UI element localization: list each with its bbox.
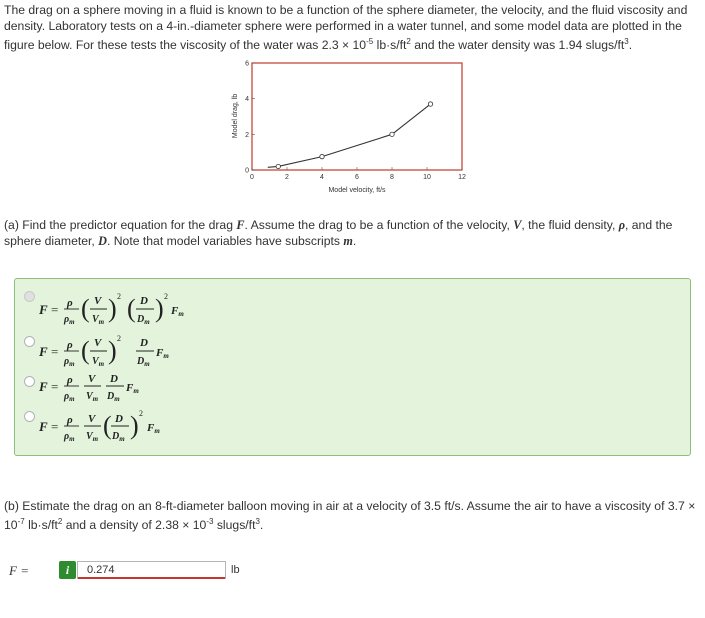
answer-label: F = <box>9 563 29 578</box>
svg-text:Dm: $D_m$ <box>137 314 150 326</box>
svg-text:F: F <box>39 302 48 317</box>
svg-text:ρ: ρ <box>67 339 73 351</box>
intro-exponent: -5 <box>366 37 374 46</box>
part-a-text-5: . Note that model variables have subscripts <box>106 234 344 248</box>
choice-4-radio[interactable] <box>24 411 35 422</box>
choice-1-radio[interactable] <box>24 291 35 302</box>
choice-3-radio[interactable] <box>24 376 35 387</box>
svg-text:ρ: ρ <box>67 297 73 309</box>
svg-text:(: ( <box>103 411 112 440</box>
svg-text:=: = <box>51 419 59 434</box>
answer-unit: lb <box>231 564 240 576</box>
svg-text:ρ: ρ <box>67 374 73 386</box>
svg-text:2: 2 <box>117 292 121 301</box>
part-b-text-2: lb·s/ft <box>24 518 58 533</box>
part-b-exponent-4: 3 <box>255 517 260 526</box>
data-point <box>390 132 394 136</box>
svg-text:(: ( <box>127 294 136 323</box>
symbol-F: F <box>236 218 245 232</box>
svg-text:Fm: Fm <box>126 382 139 395</box>
y-tick-label: 0 <box>245 167 249 175</box>
chart-frame <box>252 63 462 170</box>
y-tick-label: 6 <box>245 60 249 68</box>
svg-text:Fm: Fm <box>171 305 184 318</box>
svg-text:): ) <box>108 336 117 365</box>
svg-text:): ) <box>155 294 164 323</box>
part-a-text-2: . Assume the drag to be a function of the velocity, <box>244 218 514 232</box>
svg-text:Dm: $D_m$ <box>107 391 120 403</box>
model-drag-chart <box>228 55 480 207</box>
part-a-question <box>4 217 702 249</box>
svg-text:V: V <box>94 295 102 307</box>
part-a-text: (a) Find the predictor equation for the drag <box>4 218 237 232</box>
choice-2-equation[interactable] <box>37 331 227 373</box>
problem-statement <box>4 2 702 53</box>
data-point <box>428 102 432 106</box>
svg-text:ρm: $\rho_m$ <box>64 391 75 403</box>
x-axis-label: Model velocity, ft/s <box>328 187 386 194</box>
part-b-exponent: -7 <box>17 517 25 526</box>
data-point <box>320 154 324 158</box>
symbol-V: V <box>513 218 522 232</box>
part-b-text-3: and a density of 2.38 × 10 <box>62 518 207 533</box>
svg-text:Vm: $V_m$ <box>86 391 99 403</box>
part-b-text-end: . <box>259 518 264 533</box>
svg-text:2: 2 <box>117 334 121 343</box>
series-line <box>268 104 431 167</box>
symbol-m: m <box>343 234 353 248</box>
answer-row <box>9 561 269 581</box>
symbol-rho: ρ <box>618 218 625 232</box>
svg-text:D: D <box>115 413 123 425</box>
svg-text:=: = <box>51 302 59 317</box>
svg-text:ρm: $\rho_m$ <box>64 314 75 326</box>
svg-text:(: ( <box>81 294 90 323</box>
svg-text:V: V <box>88 373 96 385</box>
intro-text-3: and the water density was 1.94 slugs/ft <box>410 38 625 53</box>
svg-text:ρm: $\rho_m$ <box>64 356 75 368</box>
data-point <box>276 164 280 168</box>
intro-text-end: . <box>628 38 633 53</box>
svg-text:2: 2 <box>139 409 143 418</box>
intro-text: The drag on a sphere moving in a fluid is known to be a function of the sphere diameter, the velocity, and the fluid viscosity and density. Laboratory tests on a 4-in.-diameter sphere were performed in a water tunnel, and some model data are plotted in the figure below. For these tests the viscosity of the water was 2.3 × 10 <box>4 3 688 53</box>
x-tick-label: 2 <box>285 174 289 181</box>
part-b-exponent-2: 2 <box>57 517 63 526</box>
svg-text:V: V <box>88 413 96 425</box>
answer-choices <box>14 278 691 456</box>
answer-input[interactable]: 0.274 <box>77 561 226 579</box>
y-tick-label: 4 <box>245 96 249 104</box>
svg-text:F: F <box>39 344 48 359</box>
svg-text:(: ( <box>81 336 90 365</box>
svg-text:D: D <box>140 295 148 307</box>
part-b-text: (b) Estimate the drag on an 8-ft-diameter balloon moving in air at a velocity of 3.5 ft/s. Assume the air to have a viscosity of 3.7 × 10 <box>4 499 696 533</box>
svg-text:ρ: ρ <box>67 414 73 426</box>
svg-text:Fm: Fm <box>156 347 169 360</box>
intro-exponent-3: 3 <box>624 37 629 46</box>
intro-exponent-2: 2 <box>406 37 411 46</box>
part-b-text-4: slugs/ft <box>213 518 256 533</box>
x-tick-label: 10 <box>423 174 431 181</box>
svg-text:=: = <box>51 379 59 394</box>
svg-text:Dm: $D_m$ <box>137 356 150 368</box>
part-a-text-4: , and the sphere diameter, <box>4 218 673 248</box>
svg-text:): ) <box>108 294 117 323</box>
choice-2-radio[interactable] <box>24 336 35 347</box>
svg-text:2: 2 <box>164 292 168 301</box>
x-tick-label: 0 <box>250 174 254 181</box>
x-tick-label: 8 <box>390 174 394 181</box>
svg-text:F: F <box>39 419 48 434</box>
svg-text:D: D <box>140 337 148 349</box>
svg-text:Vm: $V_m$ <box>92 314 105 326</box>
choice-4-equation[interactable] <box>37 405 227 449</box>
info-icon[interactable]: i <box>59 561 76 579</box>
symbol-D: D <box>98 234 107 248</box>
svg-text:D: D <box>110 373 118 385</box>
part-a-text-3: , the fluid density, <box>521 218 619 232</box>
y-tick-label: 2 <box>245 131 249 139</box>
svg-text:Vm: $V_m$ <box>92 356 105 368</box>
svg-text:Vm: $V_m$ <box>86 431 99 443</box>
svg-text:): ) <box>130 411 139 440</box>
svg-text:ρm: $\rho_m$ <box>64 431 75 443</box>
svg-text:=: = <box>51 344 59 359</box>
choice-1-equation[interactable] <box>37 285 227 333</box>
part-a-text-end: . <box>352 234 357 248</box>
x-tick-label: 4 <box>320 174 324 181</box>
choice-3-equation[interactable] <box>37 371 227 407</box>
y-axis-label: Model drag, lb <box>232 93 239 139</box>
intro-text-2: lb·s/ft <box>373 38 407 53</box>
x-tick-label: 12 <box>458 174 466 181</box>
part-b-question <box>4 498 702 533</box>
svg-text:V: V <box>94 337 102 349</box>
svg-text:Dm: $D_m$ <box>112 431 125 443</box>
part-b-exponent-3: -3 <box>206 517 214 526</box>
x-tick-label: 6 <box>355 174 359 181</box>
svg-text:Fm: Fm <box>147 422 160 435</box>
svg-text:F: F <box>39 379 48 394</box>
